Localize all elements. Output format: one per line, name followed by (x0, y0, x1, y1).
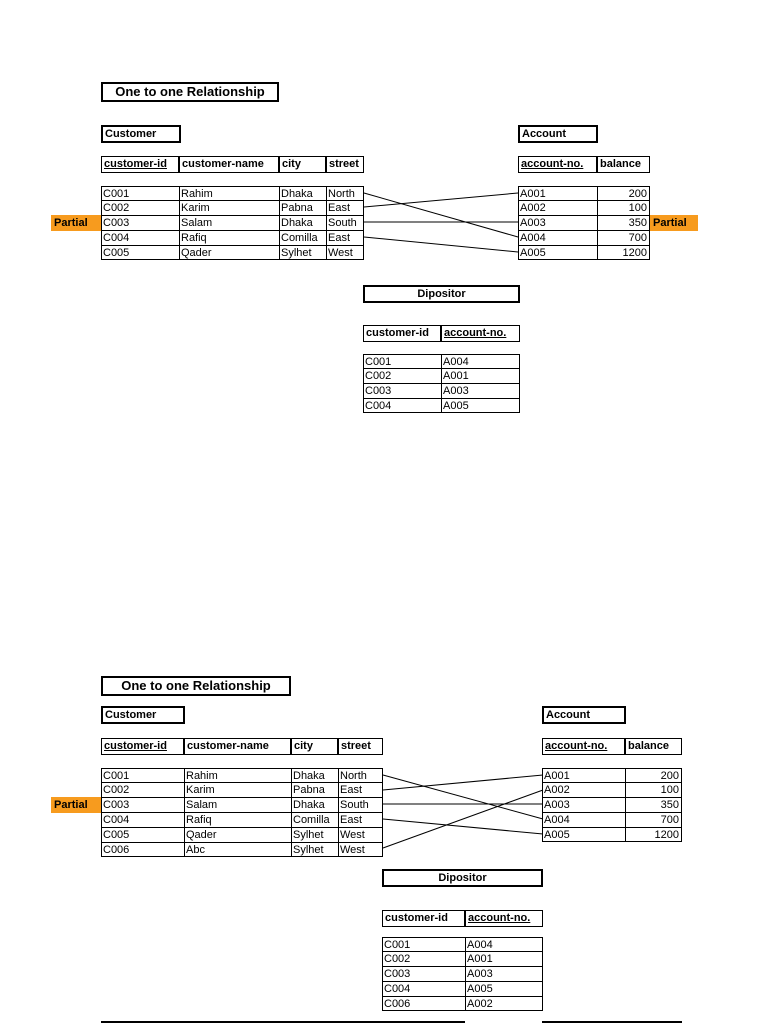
s1-acc-balance-cell: 700 (597, 231, 649, 246)
s2-link-c004-a005 (383, 819, 543, 834)
table-row (382, 996, 542, 1011)
s1-cust-street-cell: East (326, 231, 363, 246)
table-row (101, 215, 363, 231)
s2-account-table (542, 768, 682, 842)
s2-cust-city-cell: Dhaka (291, 798, 338, 813)
s1-cust-name-cell: Rafiq (179, 231, 279, 246)
s2-left-partial-badge: Partial (51, 797, 101, 813)
s2-acc-balance-cell: 100 (625, 783, 681, 798)
s2-acc-balance-cell: 1200 (625, 828, 681, 842)
s1-cust-street-cell: South (326, 216, 363, 231)
section2-account-label: Account (542, 706, 626, 724)
s2-cust-street-cell: East (338, 813, 382, 828)
s2-cust-city-cell: Dhaka (291, 769, 338, 783)
s2-acc-balance-cell: 350 (625, 798, 681, 813)
s2-acc-no-cell: A001 (542, 769, 625, 783)
s1-link-c002-a001 (364, 193, 518, 207)
section2-title: One to one Relationship (101, 676, 291, 696)
s1-left-partial-badge: Partial (51, 215, 101, 231)
s1-dep-hdr-customer-id: customer-id (363, 325, 441, 342)
s2-cust-street-cell: North (338, 769, 382, 783)
s1-cust-street-cell: West (326, 246, 363, 260)
s1-cust-id-cell: C001 (101, 187, 179, 201)
table-row (101, 230, 363, 246)
s1-cust-city-cell: Dhaka (279, 187, 326, 201)
s1-account-table (518, 186, 650, 260)
table-row (518, 215, 649, 231)
s1-acc-no-cell: A003 (518, 216, 597, 231)
s2-hdr-street: street (338, 738, 383, 755)
s2-hdr-balance: balance (625, 738, 682, 755)
s1-acc-balance-cell: 100 (597, 201, 649, 216)
s2-dep-cust-cell: C003 (382, 967, 465, 982)
s2-link-c001-a004 (383, 775, 543, 819)
s2-cust-name-cell: Qader (184, 828, 291, 843)
s1-cust-name-cell: Qader (179, 246, 279, 260)
s1-dep-acc-cell: A003 (441, 384, 519, 399)
table-row (101, 768, 382, 783)
s2-dep-acc-cell: A004 (465, 938, 542, 952)
table-row (542, 827, 681, 842)
s1-cust-city-cell: Dhaka (279, 216, 326, 231)
table-row (101, 200, 363, 216)
table-row (542, 812, 681, 828)
table-row (101, 782, 382, 798)
s2-acc-no-cell: A005 (542, 828, 625, 842)
s1-cust-city-cell: Comilla (279, 231, 326, 246)
table-row (363, 383, 519, 399)
s1-cust-id-cell: C004 (101, 231, 179, 246)
s1-cust-city-cell: Pabna (279, 201, 326, 216)
s1-customer-table (101, 186, 364, 260)
s2-dep-hdr-customer-id: customer-id (382, 910, 465, 927)
section1-title: One to one Relationship (101, 82, 279, 102)
s1-cust-id-cell: C003 (101, 216, 179, 231)
s1-dep-acc-cell: A004 (441, 355, 519, 369)
s1-dep-cust-cell: C001 (363, 355, 441, 369)
table-row (382, 937, 542, 952)
table-row (518, 245, 649, 260)
s1-acc-balance-cell: 200 (597, 187, 649, 201)
table-row (518, 200, 649, 216)
table-row (101, 245, 363, 260)
s1-acc-balance-cell: 350 (597, 216, 649, 231)
section1-customer-label: Customer (101, 125, 181, 143)
s2-dep-acc-cell: A002 (465, 997, 542, 1011)
table-row (363, 368, 519, 384)
s2-acc-balance-cell: 200 (625, 769, 681, 783)
s1-acc-no-cell: A002 (518, 201, 597, 216)
s1-dep-cust-cell: C003 (363, 384, 441, 399)
s2-cust-street-cell: West (338, 843, 382, 857)
s2-dep-acc-cell: A003 (465, 967, 542, 982)
s1-right-partial-badge: Partial (650, 215, 698, 231)
table-row (542, 797, 681, 813)
s2-cust-name-cell: Karim (184, 783, 291, 798)
s2-cust-street-cell: West (338, 828, 382, 843)
s2-cust-id-cell: C001 (101, 769, 184, 783)
s2-cust-id-cell: C002 (101, 783, 184, 798)
s2-hdr-account-no: account-no. (542, 738, 625, 755)
s2-depositor-table (382, 937, 543, 1011)
s2-cust-id-cell: C006 (101, 843, 184, 857)
table-row (101, 797, 382, 813)
bottom-divider-left (101, 1021, 465, 1023)
s2-cust-name-cell: Abc (184, 843, 291, 857)
table-row (382, 981, 542, 997)
s2-depositor-label: Dipositor (382, 869, 543, 887)
s1-link-c004-a005 (364, 237, 518, 252)
s1-cust-street-cell: East (326, 201, 363, 216)
table-row (518, 186, 649, 201)
section2-customer-label: Customer (101, 706, 185, 724)
table-row (382, 951, 542, 967)
s2-cust-id-cell: C003 (101, 798, 184, 813)
s2-cust-city-cell: Sylhet (291, 828, 338, 843)
s2-dep-acc-cell: A005 (465, 982, 542, 997)
s2-dep-cust-cell: C002 (382, 952, 465, 967)
s2-dep-acc-cell: A001 (465, 952, 542, 967)
s2-cust-city-cell: Pabna (291, 783, 338, 798)
s2-hdr-customer-id: customer-id (101, 738, 184, 755)
s2-cust-name-cell: Rahim (184, 769, 291, 783)
s1-hdr-customer-id: customer-id (101, 156, 179, 173)
s1-depositor-table (363, 354, 520, 413)
s2-dep-cust-cell: C001 (382, 938, 465, 952)
bottom-divider-right (542, 1021, 682, 1023)
s1-cust-name-cell: Rahim (179, 187, 279, 201)
s1-hdr-customer-name: customer-name (179, 156, 279, 173)
s2-cust-city-cell: Sylhet (291, 843, 338, 857)
s1-link-c001-a004 (364, 193, 518, 237)
s1-acc-no-cell: A005 (518, 246, 597, 260)
s1-hdr-street: street (326, 156, 364, 173)
s1-dep-acc-cell: A001 (441, 369, 519, 384)
s1-cust-city-cell: Sylhet (279, 246, 326, 260)
table-row (542, 768, 681, 783)
table-row (101, 186, 363, 201)
s2-cust-name-cell: Rafiq (184, 813, 291, 828)
s1-hdr-balance: balance (597, 156, 650, 173)
s2-dep-cust-cell: C006 (382, 997, 465, 1011)
s1-acc-no-cell: A001 (518, 187, 597, 201)
s1-cust-street-cell: North (326, 187, 363, 201)
s1-acc-no-cell: A004 (518, 231, 597, 246)
s1-cust-id-cell: C002 (101, 201, 179, 216)
s1-dep-hdr-account-no: account-no. (441, 325, 520, 342)
table-row (101, 812, 382, 828)
s2-acc-no-cell: A004 (542, 813, 625, 828)
s2-acc-no-cell: A002 (542, 783, 625, 798)
s2-cust-street-cell: East (338, 783, 382, 798)
s2-cust-street-cell: South (338, 798, 382, 813)
table-row (101, 842, 382, 857)
s2-link-c006-a002 (383, 790, 543, 848)
s1-cust-name-cell: Karim (179, 201, 279, 216)
s2-dep-hdr-account-no: account-no. (465, 910, 543, 927)
s2-hdr-customer-name: customer-name (184, 738, 291, 755)
s2-hdr-city: city (291, 738, 338, 755)
table-row (542, 782, 681, 798)
s1-cust-name-cell: Salam (179, 216, 279, 231)
s2-link-c002-a001 (383, 775, 543, 790)
table-row (363, 354, 519, 369)
s2-acc-balance-cell: 700 (625, 813, 681, 828)
table-row (382, 966, 542, 982)
s2-customer-table (101, 768, 383, 857)
table-row (518, 230, 649, 246)
table-row (101, 827, 382, 843)
s1-dep-cust-cell: C004 (363, 399, 441, 413)
s1-acc-balance-cell: 1200 (597, 246, 649, 260)
s2-cust-id-cell: C004 (101, 813, 184, 828)
s2-dep-cust-cell: C004 (382, 982, 465, 997)
s2-cust-id-cell: C005 (101, 828, 184, 843)
s1-depositor-label: Dipositor (363, 285, 520, 303)
table-row (363, 398, 519, 413)
s2-cust-name-cell: Salam (184, 798, 291, 813)
section1-account-label: Account (518, 125, 598, 143)
s1-hdr-city: city (279, 156, 326, 173)
s1-hdr-account-no: account-no. (518, 156, 597, 173)
s1-dep-cust-cell: C002 (363, 369, 441, 384)
s2-cust-city-cell: Comilla (291, 813, 338, 828)
s1-cust-id-cell: C005 (101, 246, 179, 260)
s2-acc-no-cell: A003 (542, 798, 625, 813)
s1-dep-acc-cell: A005 (441, 399, 519, 413)
